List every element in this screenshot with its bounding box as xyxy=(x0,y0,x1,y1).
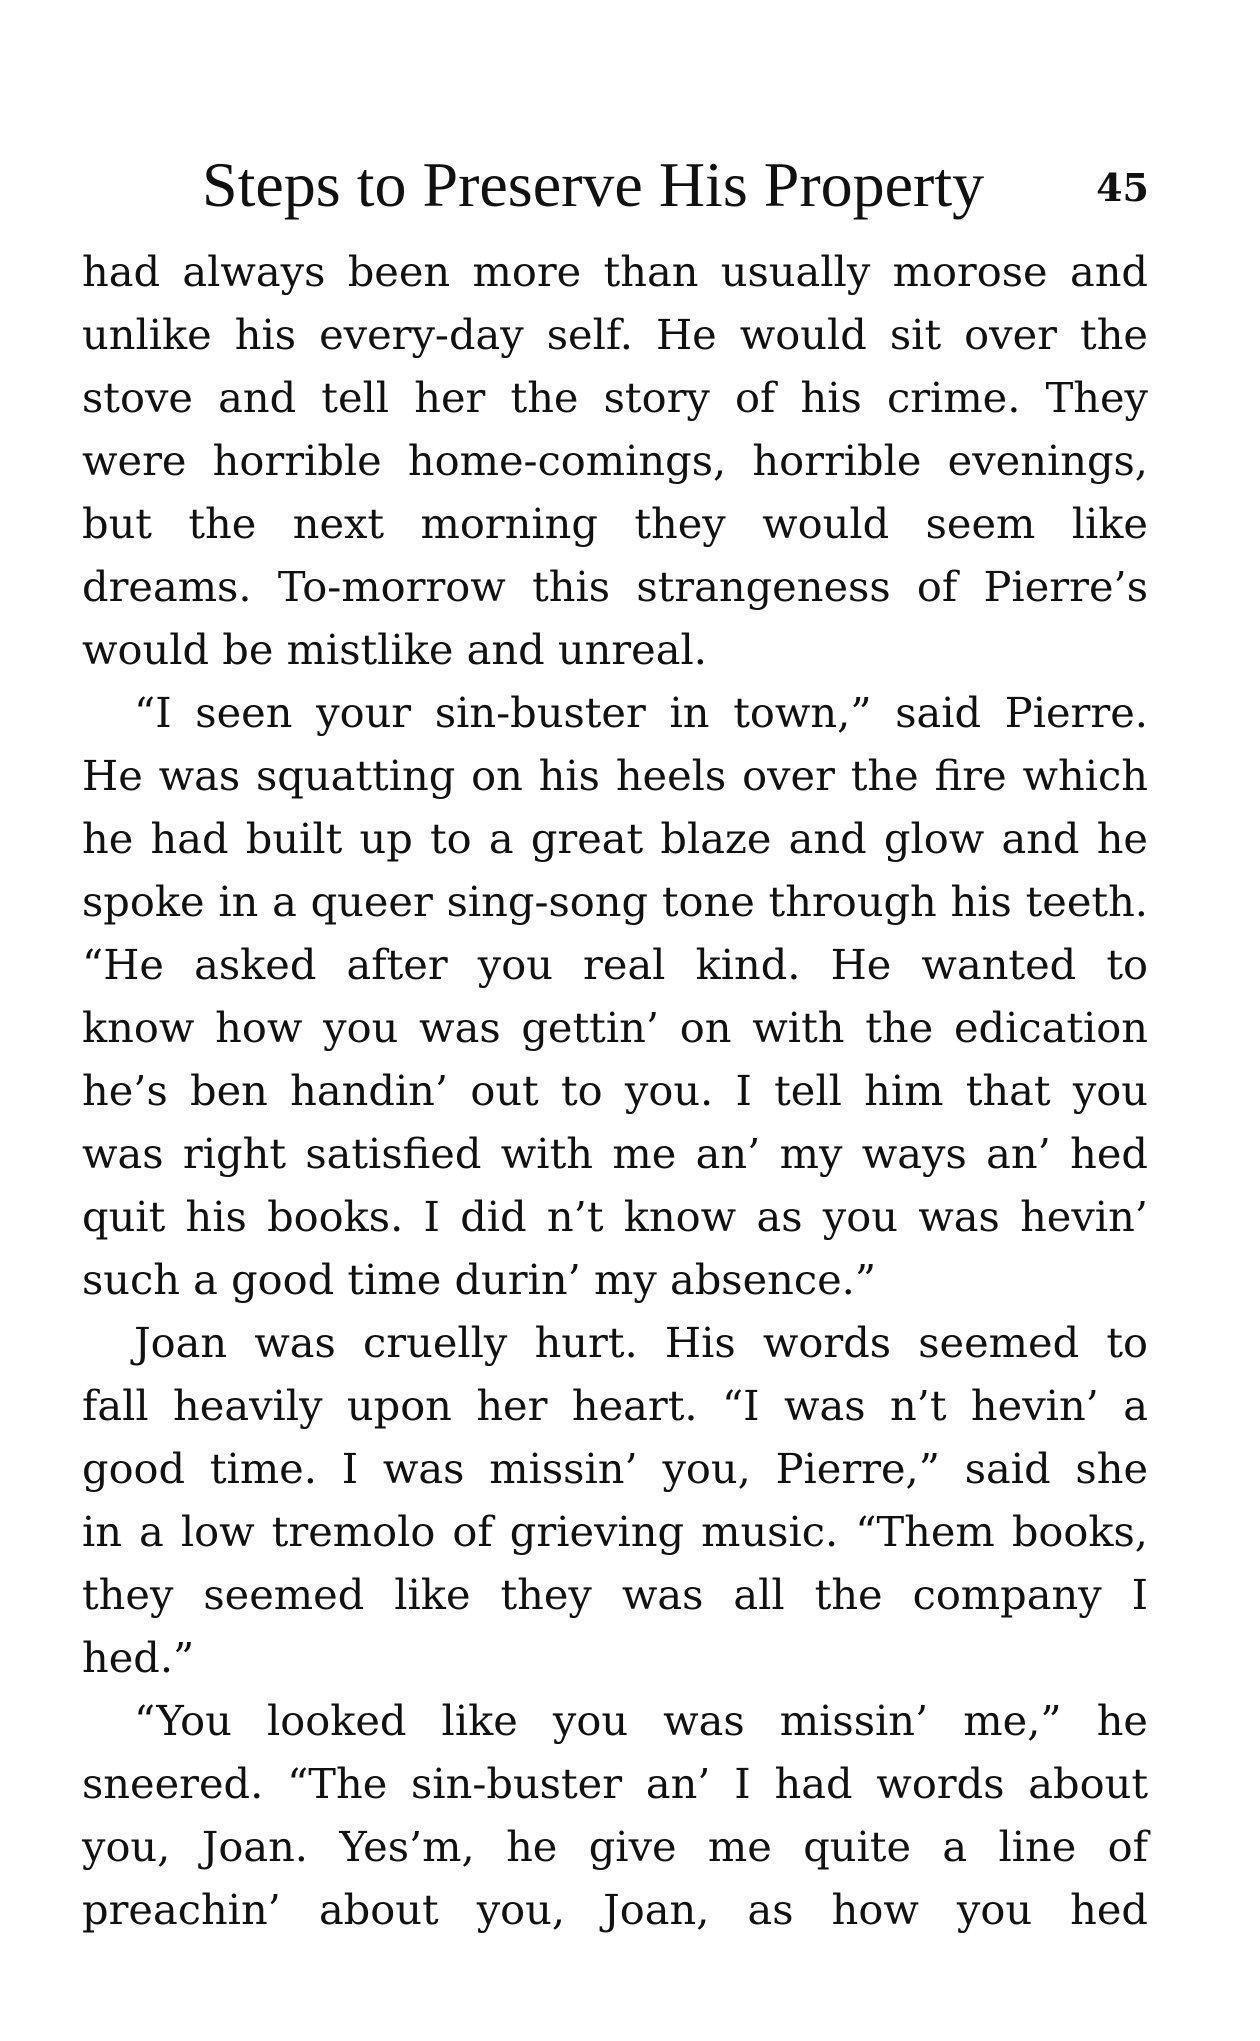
text-line: fall heavily upon her heart. “I was n’t hevin’ a xyxy=(82,1381,1148,1430)
text-line: quit his books. I did n’t know as you was hevin’ xyxy=(82,1192,1148,1241)
page-header xyxy=(0,150,1260,220)
text-line: was right satisfied with me an’ my ways an’ hed xyxy=(82,1129,1148,1178)
text-line: such a good time durin’ my absence.” xyxy=(82,1255,877,1304)
text-line: would be mistlike and unreal. xyxy=(82,625,707,674)
running-title: Steps to Preserve His Property xyxy=(202,149,985,220)
text-line: spoke in a queer sing-song tone through his teeth. xyxy=(82,877,1148,926)
text-line: He was squatting on his heels over the fire which xyxy=(82,751,1148,800)
text-line: preachin’ about you, Joan, as how you hed xyxy=(82,1885,1148,1934)
text-line: had always been more than usually morose and xyxy=(82,247,1148,296)
text-line: stove and tell her the story of his crime. They xyxy=(82,373,1148,422)
text-line: good time. I was missin’ you, Pierre,” said she xyxy=(82,1444,1148,1493)
text-line: sneered. “The sin-buster an’ I had words about xyxy=(82,1759,1148,1808)
text-line: were horrible home-comings, horrible evenings, xyxy=(82,436,1148,485)
text-line: he had built up to a great blaze and glow and he xyxy=(82,814,1148,863)
body-text xyxy=(82,240,1148,1941)
text-line: he’s ben handin’ out to you. I tell him that you xyxy=(82,1066,1148,1115)
text-line: “He asked after you real kind. He wanted to xyxy=(82,940,1148,989)
text-line: you, Joan. Yes’m, he give me quite a line of xyxy=(82,1822,1148,1871)
text-line: “I seen your sin-buster in town,” said Pierre. xyxy=(134,688,1148,737)
text-line: they seemed like they was all the company I xyxy=(82,1570,1148,1619)
text-line: “You looked like you was missin’ me,” he xyxy=(134,1696,1148,1745)
text-line: Joan was cruelly hurt. His words seemed to xyxy=(134,1318,1148,1367)
text-line: hed.” xyxy=(82,1633,195,1682)
page-number: 45 xyxy=(1096,165,1149,210)
text-line: but the next morning they would seem like xyxy=(82,499,1148,548)
text-line: in a low tremolo of grieving music. “Them books, xyxy=(82,1507,1148,1556)
text-line: dreams. To-morrow this strangeness of Pierre’s xyxy=(82,562,1148,611)
text-line: unlike his every-day self. He would sit over the xyxy=(82,310,1148,359)
text-line: know how you was gettin’ on with the edication xyxy=(82,1003,1148,1052)
